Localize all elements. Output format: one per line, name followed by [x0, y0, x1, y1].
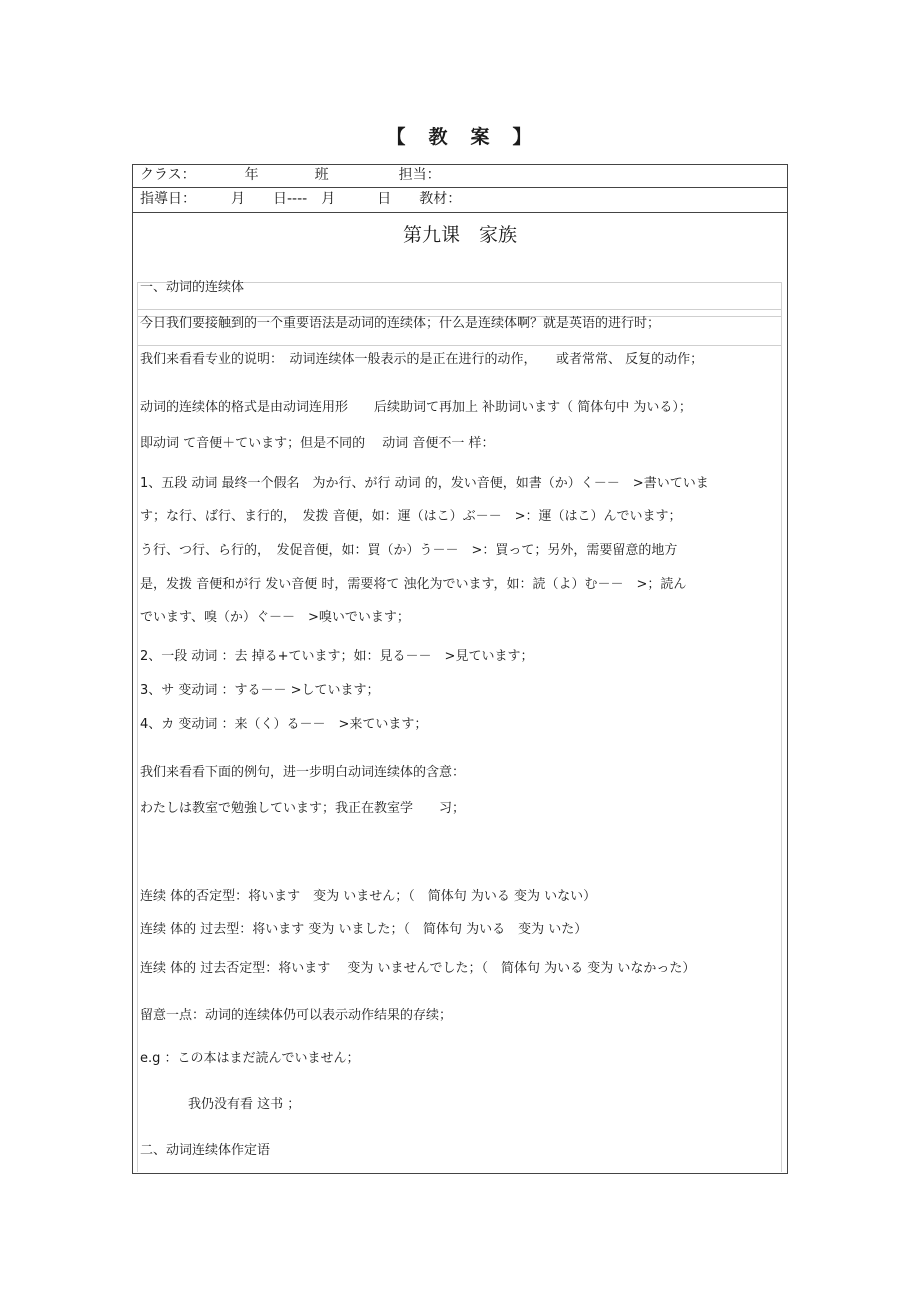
text-line: 即动词 て音便＋ています；但是不同的 动词 音便不一 样： [140, 436, 495, 451]
example-line: わたしは教室で勉強しています；我正在教室学 习； [140, 801, 466, 816]
example-line: e.g ：この本はまだ読んでいません； [140, 1051, 360, 1066]
text-line: 是，发拨 音便和が行 发い音便 时，需要将て 浊化为でいます，如：読（よ）む－－ >；読ん [140, 577, 687, 592]
text-line: 我们来看看下面的例句，进一步明白动词连续体的含意： [140, 765, 466, 780]
text-line: 4、カ 变动词 ：来（く）る－－ >来ています； [140, 717, 428, 732]
text-line: 3、サ 变动词 ：する－－ >しています； [140, 683, 380, 698]
class-row: クラス： 年 班 担当： [140, 167, 441, 183]
text-line: 连续 体的 过去型：将います 变为 いました；（ 简体句 为いる 变为 いた） [140, 922, 588, 937]
text-line: 连续 体的 过去否定型：将います 变为 いませんでした；（ 简体句 为いる 变为 いなかった） [140, 961, 696, 976]
text-line: 2、一段 动词 ：去 掉る+ています；如：見る－－ >見ています； [140, 649, 534, 664]
content-border [781, 282, 782, 1172]
document-title: 【 教 案 】 [386, 126, 534, 148]
lesson-title: 第九课 家族 [402, 224, 517, 246]
table-divider [132, 212, 788, 213]
text-line: 连续 体的否定型：将います 变为 いません；（ 简体句 为いる 变为 いない） [140, 889, 597, 904]
content-border [137, 282, 138, 1172]
date-row: 指導日： 月 日---- 月 日 教材： [140, 191, 462, 207]
text-line: う行、つ行、ら行的， 发促音便，如：買（か）う－－ >：買って；另外，需要留意的地方 [140, 543, 678, 558]
section-heading: 二、动词连续体作定语 [140, 1143, 271, 1158]
text-line: 今日我们要接触到的一个重要语法是动词的连续体；什么是连续体啊？就是英语的进行时； [140, 316, 661, 331]
text-line: 我们来看看专业的说明： 动词连续体一般表示的是正在进行的动作， 或者常常、 反复的动作； [140, 352, 704, 367]
text-line: 留意一点：动词的连续体仍可以表示动作结果的存续； [140, 1008, 453, 1023]
text-line: でいます、嗅（か）ぐ－－ >嗅いでいます； [140, 610, 410, 625]
text-line: 动词的连续体的格式是由动词连用形 后续助词て再加上 补助词います（ 简体句中 为いる）； [140, 400, 692, 415]
section-heading: 一、动词的连续体 [140, 280, 245, 295]
text-line: す；な行、ば行、ま行的， 发拨 音便，如：運（はこ）ぶ－－ >：運（はこ）んでいます； [140, 509, 682, 524]
text-line: 1、五段 动词 最终一个假名 为か行、が行 动词 的，发い音便，如書（か）く－－ >書いていま [140, 476, 709, 491]
example-translation: 我仍没有看 这书 ； [188, 1097, 301, 1112]
